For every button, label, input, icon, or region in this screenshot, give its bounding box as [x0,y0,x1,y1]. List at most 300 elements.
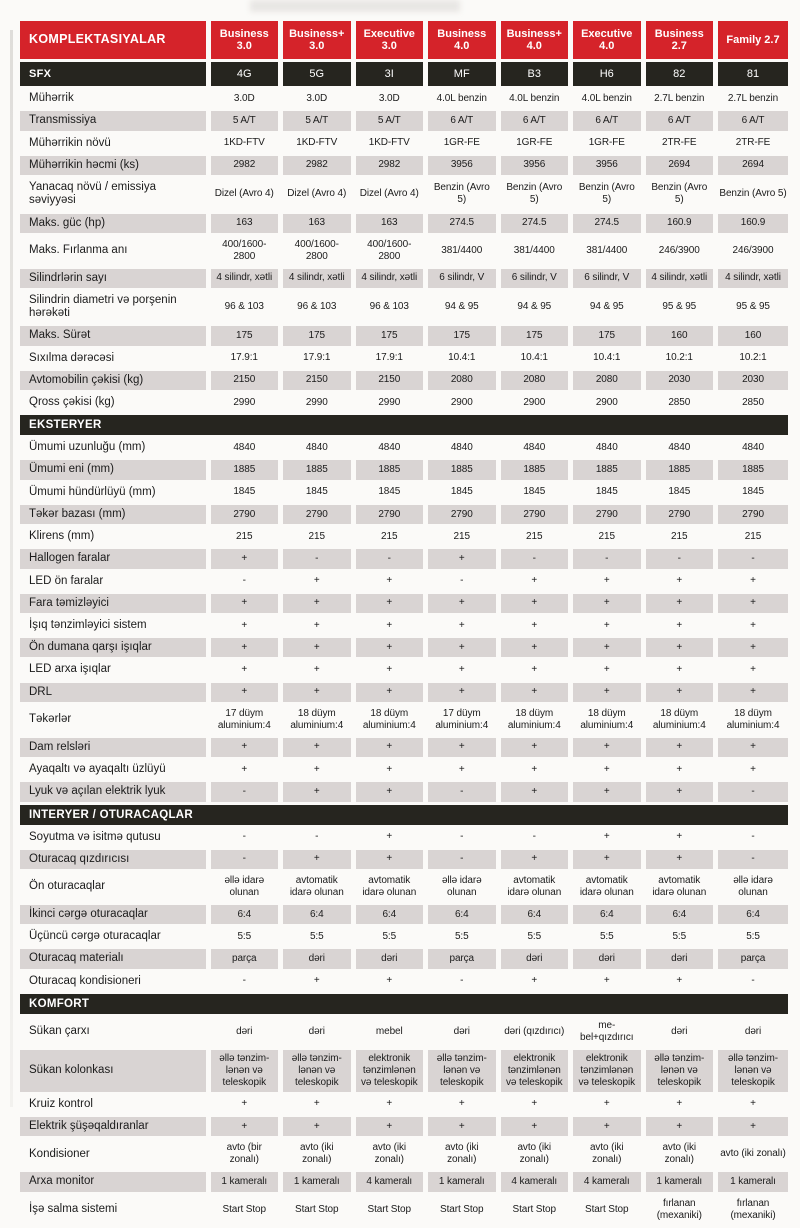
row-label: Ümumi eni (mm) [20,459,208,481]
cell-value: 163 [353,212,426,234]
cell-value: 3.0D [208,88,281,110]
cell-value: + [281,592,354,614]
cell-value: 160 [716,325,789,347]
cell-value: 4840 [353,437,426,459]
cell-value: 3956 [571,154,644,176]
table-row [20,503,788,525]
table-row [20,926,788,948]
cell-value: 5:5 [716,926,789,948]
row-label: Sıxılma dərəcəsi [20,347,208,369]
cell-value: 10.4:1 [571,347,644,369]
cell-value: 4840 [281,437,354,459]
cell-value: 3.0D [353,88,426,110]
cell-value: + [208,1116,281,1138]
sfx-value: 81 [716,61,789,88]
cell-value: + [498,592,571,614]
cell-value: + [353,681,426,703]
table-row [20,948,788,970]
row-label: Hallogen faralar [20,548,208,570]
cell-value: 2900 [498,392,571,414]
cell-value: + [281,637,354,659]
cell-value: avto (iki zonalı) [498,1138,571,1171]
cell-value: əllə tənzim-lənən və teleskopik [716,1048,789,1093]
cell-value: 4840 [571,437,644,459]
row-label: Təkərlər [20,703,208,736]
cell-value: + [571,592,644,614]
cell-value: 215 [643,526,716,548]
cell-value: 18 düym aluminium:4 [281,703,354,736]
cell-value: - [716,548,789,570]
cell-value: 6 silindr, V [571,267,644,289]
cell-value: 10.4:1 [426,347,499,369]
cell-value: 400/1600-2800 [281,234,354,267]
sfx-value: 4G [208,61,281,88]
cell-value: + [716,592,789,614]
section-row [20,992,788,1015]
cell-value: 17.9:1 [353,347,426,369]
cell-value: + [281,681,354,703]
table-row [20,1015,788,1048]
cell-value: 274.5 [426,212,499,234]
sfx-value: 82 [643,61,716,88]
cell-value: - [353,548,426,570]
table-row [20,637,788,659]
cell-value: 5 A/T [208,110,281,132]
cell-value: 2982 [353,154,426,176]
cell-value: 1885 [643,459,716,481]
section-row [20,803,788,826]
cell-value: + [571,637,644,659]
cell-value: 1GR-FE [498,132,571,154]
cell-value: 1 kameralı [426,1171,499,1193]
cell-value: - [716,781,789,803]
cell-value: + [353,826,426,848]
section-header: KOMFORT [20,992,788,1015]
cell-value: avto (bir zonalı) [208,1138,281,1171]
cell-value: dəri [281,1015,354,1048]
cell-value: 4.0L benzin [571,88,644,110]
cell-value: 1885 [281,459,354,481]
cell-value: + [643,592,716,614]
cell-value: avtomatik idarə olunan [498,870,571,903]
cell-value: + [571,826,644,848]
cell-value: 4840 [643,437,716,459]
cell-value: + [716,1093,789,1115]
cell-value: dəri [426,1015,499,1048]
cell-value: + [281,759,354,781]
cell-value: 5:5 [353,926,426,948]
cell-value: + [498,736,571,758]
cell-value: əllə tənzim-lənən və teleskopik [208,1048,281,1093]
cell-value: 5 A/T [353,110,426,132]
cell-value: + [281,570,354,592]
column-header-business-plus-4-0: Business+ 4.0 [498,21,571,61]
row-label: İşıq tənzimləyici sistem [20,615,208,637]
column-header-family-2-7: Family 2.7 [716,21,789,61]
table-row [20,289,788,324]
cell-value: + [643,570,716,592]
cell-value: 2790 [208,503,281,525]
cell-value: 175 [426,325,499,347]
cell-value: 96 & 103 [353,289,426,324]
cell-value: - [208,826,281,848]
cell-value: me-bel+qızdırıcı [571,1015,644,1048]
sfx-value: MF [426,61,499,88]
column-header-business-3-0: Business 3.0 [208,21,281,61]
row-label: Ayaqaltı və ayaqaltı üzlüyü [20,759,208,781]
cell-value: 4 kameralı [571,1171,644,1193]
cell-value: + [426,615,499,637]
cell-value: 94 & 95 [498,289,571,324]
cell-value: 5 A/T [281,110,354,132]
table-row [20,526,788,548]
cell-value: Benzin (Avro 5) [498,177,571,212]
row-label: Ümumi hündürlüyü (mm) [20,481,208,503]
table-row [20,347,788,369]
cell-value: 6 A/T [571,110,644,132]
cell-value: 2080 [571,369,644,391]
cell-value: 3.0D [281,88,354,110]
cell-value: + [498,1093,571,1115]
cell-value: + [353,592,426,614]
header-row [20,21,788,61]
cell-value: + [498,781,571,803]
cell-value: + [353,615,426,637]
table-row [20,110,788,132]
cell-value: 2790 [716,503,789,525]
column-header-executive-3-0: Executive 3.0 [353,21,426,61]
cell-value: 1885 [498,459,571,481]
cell-value: 1KD-FTV [353,132,426,154]
cell-value: avtomatik idarə olunan [353,870,426,903]
row-label: LED ön faralar [20,570,208,592]
cell-value: 6 A/T [716,110,789,132]
row-label: Arxa monitor [20,1171,208,1193]
section-row [20,414,788,437]
row-label: Mühərrikin həcmi (ks) [20,154,208,176]
cell-value: 4 silindr, xətli [208,267,281,289]
cell-value: + [426,681,499,703]
row-label: Elektrik şüşəqaldıranlar [20,1116,208,1138]
cell-value: + [643,681,716,703]
cell-value: + [208,736,281,758]
cell-value: dəri [353,948,426,970]
table-row [20,177,788,212]
cell-value: 17.9:1 [281,347,354,369]
cell-value: 215 [498,526,571,548]
cell-value: 95 & 95 [643,289,716,324]
cell-value: + [643,1116,716,1138]
cell-value: 1 kameralı [208,1171,281,1193]
cell-value: 18 düym aluminium:4 [353,703,426,736]
sfx-value: 3I [353,61,426,88]
row-label: Oturacaq qızdırıcısı [20,848,208,870]
cell-value: + [281,970,354,992]
cell-value: 1845 [281,481,354,503]
cell-value: 2900 [571,392,644,414]
cell-value: - [281,826,354,848]
cell-value: - [643,548,716,570]
row-label: Silindrin diametri və porşenin hərəkəti [20,289,208,324]
table-row [20,1093,788,1115]
row-label: Mühərrik [20,88,208,110]
cell-value: 96 & 103 [281,289,354,324]
cell-value: 274.5 [571,212,644,234]
cell-value: 94 & 95 [426,289,499,324]
cell-value: + [208,681,281,703]
cell-value: + [353,848,426,870]
row-label: Sükan çarxı [20,1015,208,1048]
column-header-business-plus-3-0: Business+ 3.0 [281,21,354,61]
cell-value: 6 A/T [498,110,571,132]
cell-value: 5:5 [281,926,354,948]
cell-value: + [426,592,499,614]
cell-value: dəri [208,1015,281,1048]
cell-value: parça [426,948,499,970]
cell-value: 2790 [643,503,716,525]
cell-value: 163 [281,212,354,234]
cell-value: + [281,1093,354,1115]
cell-value: 4 kameralı [498,1171,571,1193]
cell-value: Start Stop [426,1193,499,1226]
cell-value: 175 [208,325,281,347]
row-label: DRL [20,681,208,703]
cell-value: avto (iki zonalı) [281,1138,354,1171]
cell-value: + [208,759,281,781]
cell-value: + [353,1116,426,1138]
column-header-executive-4-0: Executive 4.0 [571,21,644,61]
cell-value: + [498,681,571,703]
cell-value: + [353,1093,426,1115]
table-row [20,1171,788,1193]
table-row [20,570,788,592]
table-row [20,703,788,736]
cell-value: + [353,659,426,681]
cell-value: Dizel (Avro 4) [353,177,426,212]
row-label: Kondisioner [20,1138,208,1171]
cell-value: + [643,1093,716,1115]
cell-value: 4 silindr, xətli [281,267,354,289]
row-label: Ön oturacaqlar [20,870,208,903]
cell-value: + [571,736,644,758]
cell-value: 160 [643,325,716,347]
cell-value: + [281,736,354,758]
row-label: Ümumi uzunluğu (mm) [20,437,208,459]
row-label: Dam relsləri [20,736,208,758]
cell-value: 215 [208,526,281,548]
table-row [20,826,788,848]
cell-value: 381/4400 [571,234,644,267]
cell-value: dəri [281,948,354,970]
cell-value: + [643,826,716,848]
cell-value: 246/3900 [716,234,789,267]
cell-value: - [716,970,789,992]
cell-value: + [208,548,281,570]
cell-value: parça [208,948,281,970]
cell-value: 1GR-FE [426,132,499,154]
cell-value: + [571,615,644,637]
table-row [20,1193,788,1226]
cell-value: 1 kameralı [643,1171,716,1193]
cell-value: + [571,659,644,681]
cell-value: 10.2:1 [716,347,789,369]
row-label: İşə salma sistemi [20,1193,208,1226]
cell-value: 10.4:1 [498,347,571,369]
cell-value: + [643,759,716,781]
cell-value: 2030 [643,369,716,391]
cell-value: Start Stop [571,1193,644,1226]
cell-value: + [281,659,354,681]
cell-value: Benzin (Avro 5) [643,177,716,212]
cell-value: 2850 [643,392,716,414]
cell-value: 4 kameralı [353,1171,426,1193]
cell-value: 2080 [426,369,499,391]
row-label: LED arxa işıqlar [20,659,208,681]
table-row [20,392,788,414]
table-row [20,88,788,110]
cell-value: 4 silindr, xətli [353,267,426,289]
cell-value: - [208,848,281,870]
cell-value: Benzin (Avro 5) [426,177,499,212]
row-label: Maks. Fırlanma anı [20,234,208,267]
cell-value: 2150 [208,369,281,391]
cell-value: + [716,759,789,781]
cell-value: + [498,848,571,870]
cell-value: 2850 [716,392,789,414]
cell-value: 381/4400 [498,234,571,267]
cell-value: + [571,759,644,781]
row-label: Maks. güc (hp) [20,212,208,234]
cell-value: + [426,659,499,681]
cell-value: + [643,848,716,870]
row-label: Kruiz kontrol [20,1093,208,1115]
cell-value: + [498,615,571,637]
cell-value: + [498,659,571,681]
cell-value: + [643,970,716,992]
cell-value: 6:4 [716,903,789,925]
cell-value: 175 [571,325,644,347]
cell-value: - [208,781,281,803]
table-row [20,132,788,154]
cell-value: 2030 [716,369,789,391]
table-row [20,437,788,459]
cell-value: 18 düym aluminium:4 [571,703,644,736]
cell-value: + [571,1093,644,1115]
cell-value: 6:4 [353,903,426,925]
row-label: Üçüncü cərgə oturacaqlar [20,926,208,948]
cell-value: + [426,736,499,758]
cell-value: 215 [426,526,499,548]
cell-value: 274.5 [498,212,571,234]
row-label: Transmissiya [20,110,208,132]
cell-value: 215 [571,526,644,548]
cell-value: + [208,592,281,614]
cell-value: 1845 [571,481,644,503]
table-row [20,234,788,267]
cell-value: Benzin (Avro 5) [571,177,644,212]
cell-value: + [498,1116,571,1138]
cell-value: əllə tənzim-lənən və teleskopik [643,1048,716,1093]
cell-value: 1845 [643,481,716,503]
table-row [20,548,788,570]
cell-value: 18 düym aluminium:4 [643,703,716,736]
cell-value: əllə tənzim-lənən və teleskopik [426,1048,499,1093]
cell-value: avto (iki zonalı) [643,1138,716,1171]
cell-value: 1KD-FTV [208,132,281,154]
cell-value: + [643,781,716,803]
cell-value: + [716,615,789,637]
cell-value: əllə idarə olunan [208,870,281,903]
cell-value: 215 [353,526,426,548]
cell-value: 6 A/T [426,110,499,132]
cell-value: 160.9 [643,212,716,234]
row-label: Yanacaq növü / emissiya səviyyəsi [20,177,208,212]
cell-value: 2790 [498,503,571,525]
cell-value: 160.9 [716,212,789,234]
cell-value: 4 silindr, xətli [716,267,789,289]
row-label: Oturacaq kondisioneri [20,970,208,992]
cell-value: mebel [353,1015,426,1048]
cell-value: 2TR-FE [643,132,716,154]
cell-value: 2150 [353,369,426,391]
table-row [20,267,788,289]
table-row [20,781,788,803]
cell-value: 246/3900 [643,234,716,267]
cell-value: Benzin (Avro 5) [716,177,789,212]
cell-value: 400/1600-2800 [353,234,426,267]
cell-value: + [498,970,571,992]
cell-value: 2990 [208,392,281,414]
row-label: Silindrlərin sayı [20,267,208,289]
cell-value: 1845 [208,481,281,503]
cell-value: 175 [353,325,426,347]
cell-value: 1885 [716,459,789,481]
sfx-row [20,61,788,88]
table-row [20,903,788,925]
table-row [20,369,788,391]
cell-value: 2990 [353,392,426,414]
cell-value: + [353,570,426,592]
cell-value: 6:4 [208,903,281,925]
cell-value: əllə idarə olunan [426,870,499,903]
cell-value: 175 [281,325,354,347]
table-row [20,659,788,681]
row-label: Oturacaq materialı [20,948,208,970]
cell-value: + [571,848,644,870]
table-row [20,459,788,481]
cell-value: + [281,848,354,870]
cell-value: avto (iki zonalı) [571,1138,644,1171]
table-row [20,615,788,637]
table-row [20,736,788,758]
cell-value: + [498,637,571,659]
cell-value: + [353,759,426,781]
cell-value: avto (iki zonalı) [716,1138,789,1171]
cell-value: 4840 [498,437,571,459]
cell-value: Start Stop [208,1193,281,1226]
cell-value: 4840 [716,437,789,459]
cell-value: + [643,615,716,637]
cell-value: + [571,781,644,803]
cell-value: + [716,637,789,659]
table-row [20,154,788,176]
cell-value: 2790 [353,503,426,525]
cell-value: 5:5 [571,926,644,948]
cell-value: + [643,637,716,659]
cell-value: 6:4 [498,903,571,925]
cell-value: 6:4 [281,903,354,925]
cell-value: + [571,570,644,592]
